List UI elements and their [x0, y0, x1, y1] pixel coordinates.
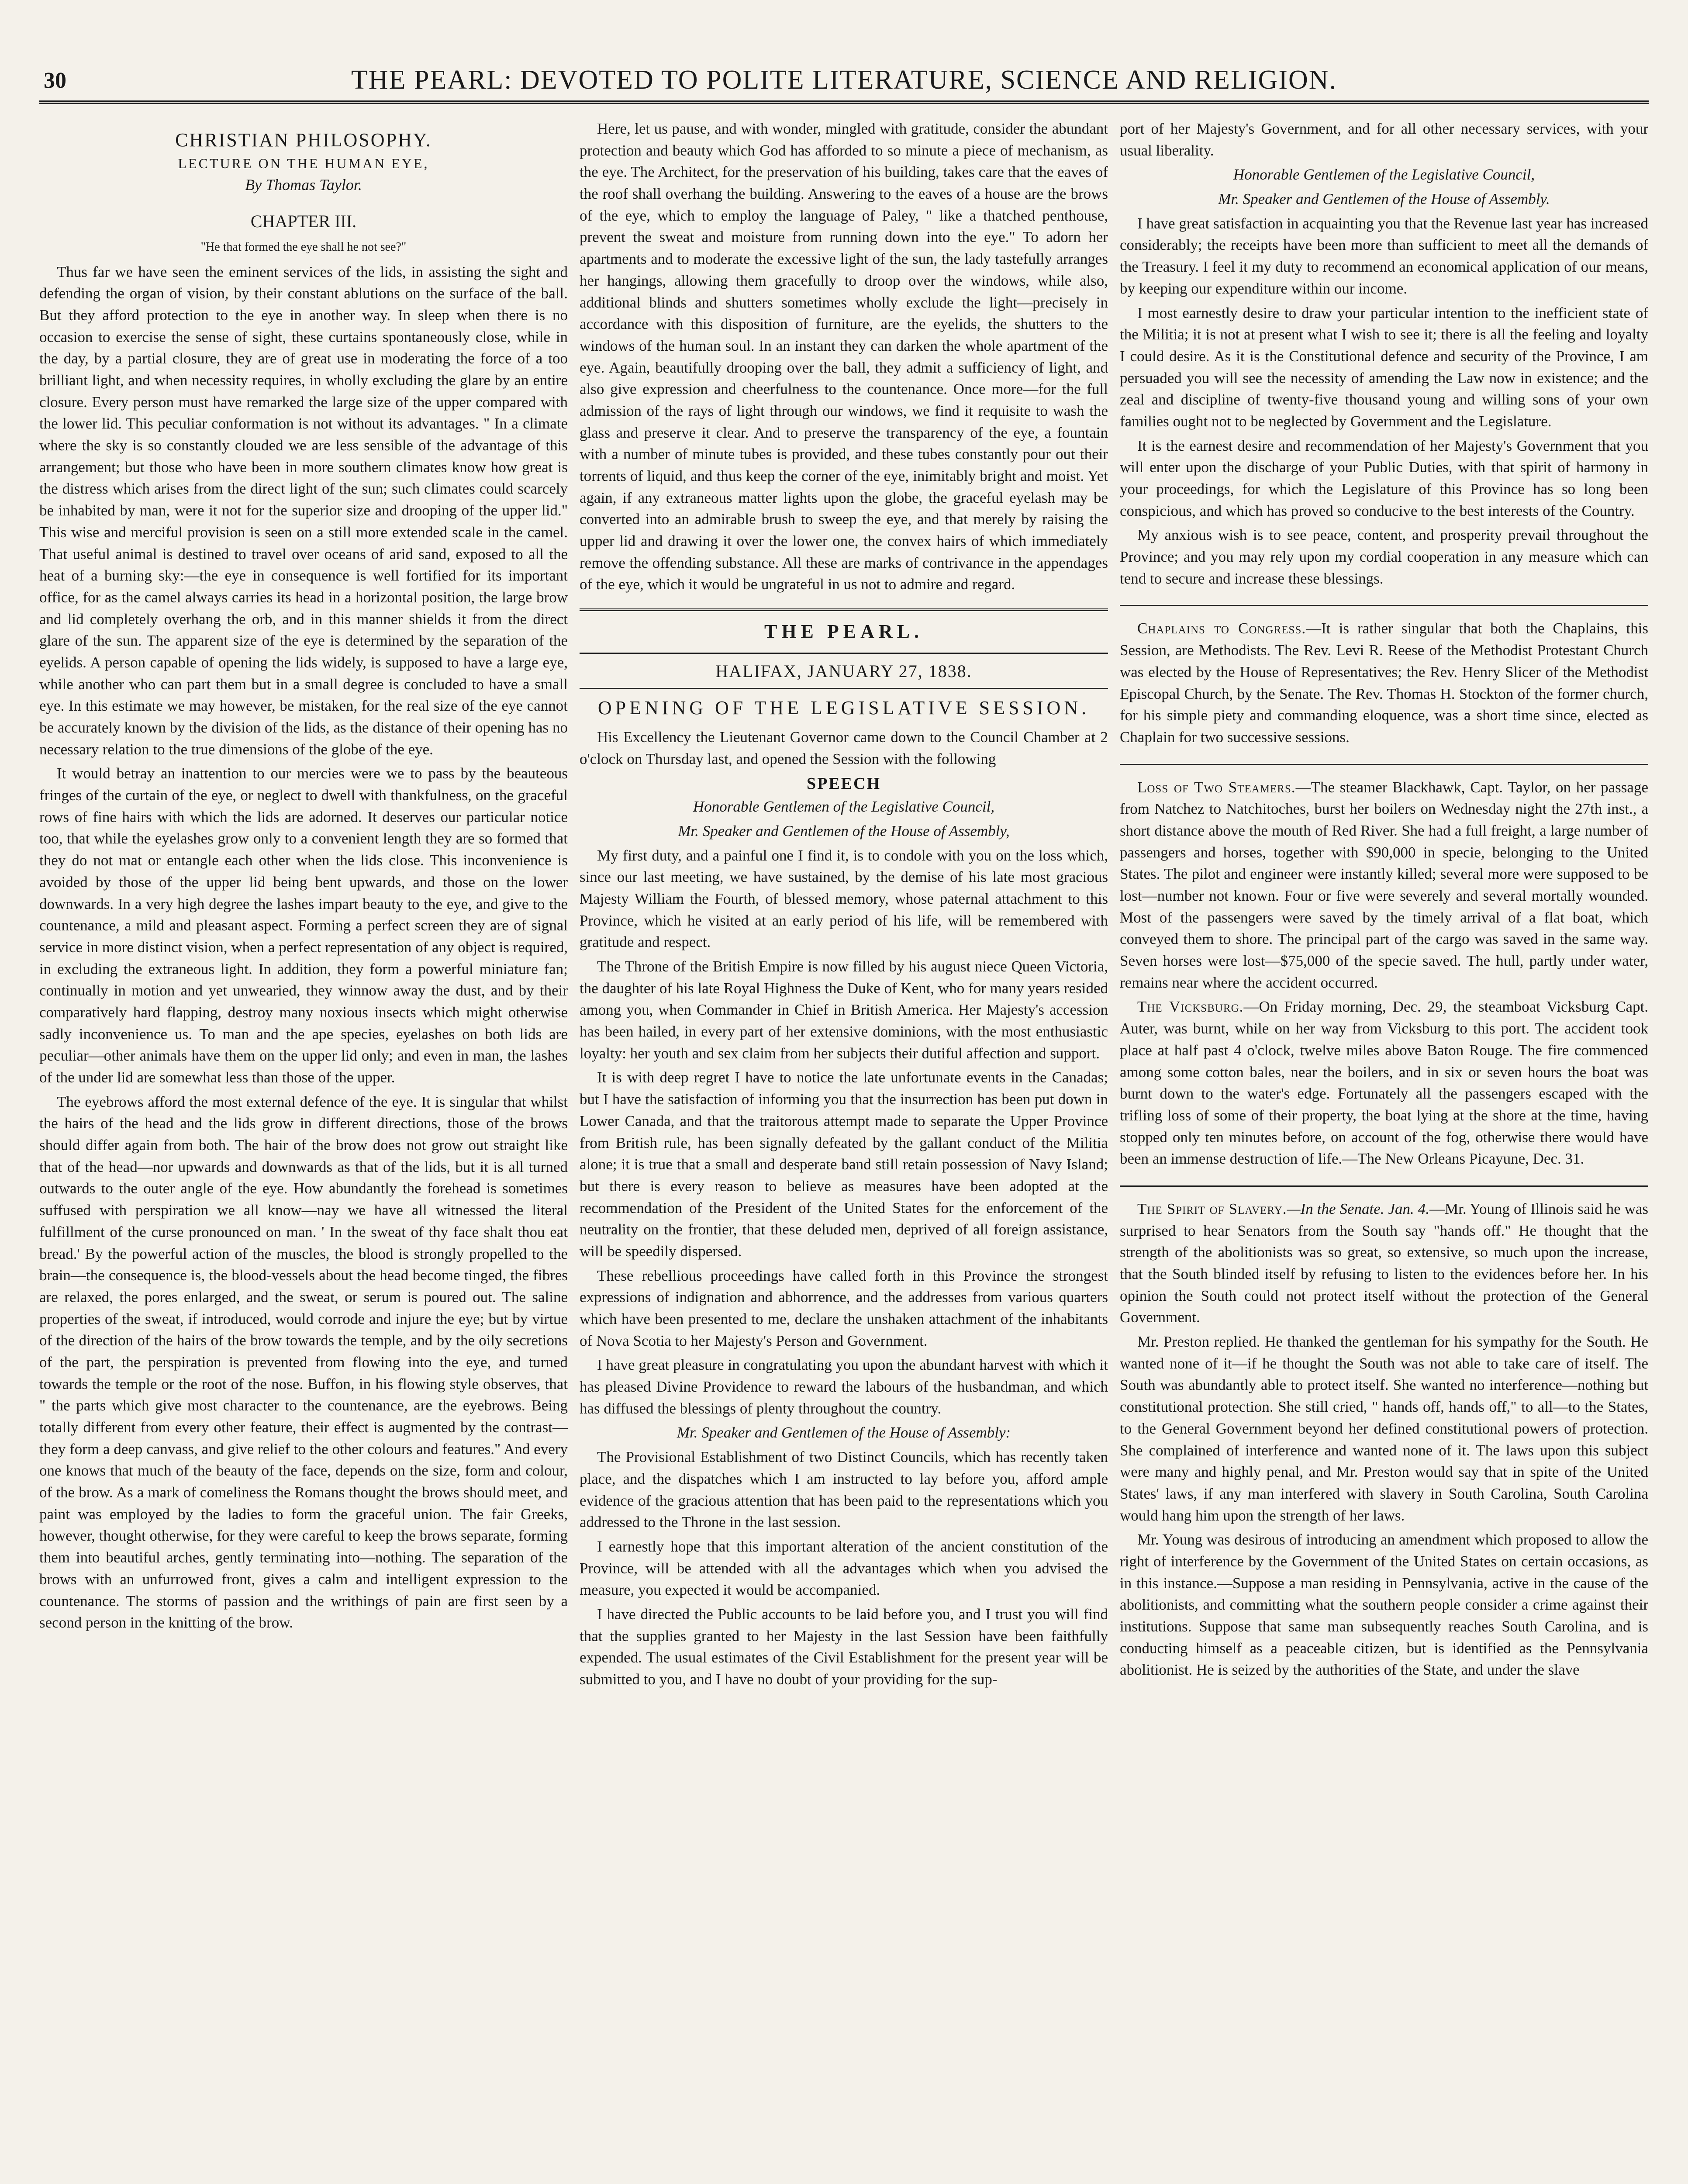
paragraph: It would betray an inattention to our mercies were we to pass by the beauteous fringes of the curtain of the eye, or neglect to dwell with thankfulness, on the graceful rows of fine hairs with which the lids are adorned. It deserves our particular notice too, that while the eyelashes grow only to a convenient length they are so formed that they do not mat or entangle each other when the lids close. This inconvenience is avoided by those of the upper lid being bent upwards, and those on the lower downwards. In a very high degree the lashes impart beauty to the eye, and give to the countenance, a mild and pleasant aspect. Forming a perfect screen they are of signal service in more distinct vision, when a perfect representation of any object is required, in excluding the extraneous light. In addition, they form a powerful miniature fan; continually in motion and yet unwearied, they winnow away the dust, and by their comparatively hard flapping, destroy many noxious insects which might otherwise sadly inconvenience us. To man and the ape species, eyelashes on both lids are peculiar—other animals have them on the upper lid only; and even in man, the lashes of the under lid are somewhat less than those of the upper. — [39, 765, 568, 1086]
item-divider — [1120, 764, 1648, 765]
paragraph: I have directed the Public accounts to be laid before you, and I trust you will find that the supplies granted to her Majesty in the last Session have been faithfully expended. The usual estimates of the Civil Establishment for the present year will be submitted to you, and I have no doubt of your providing for the sup- — [580, 1605, 1108, 1688]
article-author: By Thomas Taylor. — [245, 176, 362, 194]
item-heading: Loss of Two Steamers. — [1137, 778, 1296, 796]
paragraph: The Throne of the British Empire is now filled by his august niece Queen Victoria, the daughter of his late Royal Highness the Duke of Kent, who for many years resided among you, when Commander in Chief in British America. Her Majesty's accession has been hailed, in every part of her extensive dominions, with the most enthusiastic loyalty: her youth and sex claim from her subjects their dutiful affection and support. — [580, 958, 1108, 1062]
item-text: —On Friday morning, Dec. 29, the steamboat Vicksburg Capt. Auter, was burnt, while on her way from Vicksburg to this port. The accident took place at half past 4 o'clock, twelve miles above Baton Rouge. The fire commenced among some cotton bales, near the boilers, and in six or seven hours the boat was burnt down to the water's edge. Fortunately all the passengers escaped with the trifling loss of some of their property, the boat lying at the shore at the time, having stopped only ten minutes before, on account of the fog, otherwise there would have been an immense destruction of life.—The New Orleans Picayune, Dec. 31. — [1120, 998, 1648, 1168]
dateline: HALIFAX, JANUARY 27, 1838. — [580, 659, 1108, 690]
paragraph: port of her Majesty's Government, and for all other necessary services, with your usual liberality. — [1120, 120, 1648, 159]
item-heading: Chaplains to Congress. — [1137, 620, 1306, 637]
paragraph: His Excellency the Lieutenant Governor came down to the Council Chamber at 2 o'clock on Thursday last, and opened the Session with the following — [580, 728, 1108, 767]
news-item — [1120, 996, 1648, 1170]
news-item — [1120, 618, 1648, 748]
article-title: CHRISTIAN PHILOSOPHY. — [175, 129, 432, 151]
column-1 — [39, 118, 568, 2184]
running-head: THE PEARL: DEVOTED TO POLITE LITERATURE, SCIENCE AND RELIGION. — [351, 65, 1337, 95]
column-3 — [1120, 118, 1648, 2184]
item-heading: The Spirit of Slavery. — [1137, 1200, 1287, 1217]
paragraph: These rebellious proceedings have called forth in this Province the strongest expressions of indignation and abhorrence, and the addresses from various quarters which have been presented to me, declare the unshaken attachment of the inhabitants of Nova Scotia to her Majesty's Person and Government. — [580, 1267, 1108, 1349]
item-heading: The Vicksburg. — [1137, 998, 1244, 1016]
item-text: —It is rather singular that both the Chaplains, this Session, are Methodists. The Rev. Levi R. Reese of the Methodist Protestant Church was elected by the House of Representatives; the Rev. Henry Slicer of the Methodist Episcopal Church, by the Senate. The Rev. Thomas H. Stockton of the former church, for his simple piety and commanding eloquence, was a short time since, elected as Chaplain for two successive sessions. — [1120, 620, 1648, 746]
salutation: Mr. Speaker and Gentlemen of the House of Assembly: — [677, 1424, 1011, 1441]
paragraph: Here, let us pause, and with wonder, mingled with gratitude, consider the abundant protection and beauty which God has afforded to so minute a piece of mechanism, as the eye. The Architect, for the preservation of his building, takes care that the eaves of the roof shall overhang the building. Answering to the eaves of a house are the brows of the eye, which to employ the language of Paley, " like a thatched penthouse, prevent the sweat and moisture from running down into the eye." To adorn her apartments and to moderate the excessive light of the sun, the lady tastefully arranges her hangings, allowing them gracefully to droop over the windows, while also, additional blinds and shutters sometimes wholly exclude the light—precisely in accordance with this disposition of furniture, are the eyelids, the shutters to the windows of the human soul. In an instant they can darken the whole apartment of the eye. Again, beautifully drooping over the ball, they admit a sufficiency of light, and also give expression and cheerfulness to the countenance. Once more—for the full admission of the rays of light through our windows, we find it requisite to wash the glass and preserve it clear. And to preserve the transparency of the eye, a fountain with a number of minute tubes is provided, and these tubes constantly pour out their torrents of liquid, and thus keep the corner of the eye, inimitably bright and moist. Yet again, if any extraneous matter lights upon the globe, the graceful eyelash may be converted into an admirable brush to sweep the eye, and that merely by raising the upper lid and drawing it over the lower one, the convex hairs of which immediately remove the offending substance. All these are marks of contrivance in the appendages of the eye, which it would be ungrateful in us not to admire and regard. — [580, 120, 1108, 593]
salutation: Mr. Speaker and Gentlemen of the House of Assembly. — [1218, 190, 1550, 208]
item-divider — [1120, 1185, 1648, 1187]
paragraph: It is with deep regret I have to notice the late unfortunate events in the Canadas; but I have the satisfaction of informing you that the insurrection has been put down in Lower Canada, and that the traitorous attempt made to separate the Upper Province from British rule, has been signally defeated by the gallant conduct of the Militia alone; it is true that a small and desperate band still retain possession of Navy Island; but there is every reason to believe as measures have been adopted at the recommendation of the President of the United States for the enforcement of the neutrality on the frontier, that these deluded men, deprived of all foreign assistance, will be speedily dispersed. — [580, 1069, 1108, 1260]
section-heading: OPENING OF THE LEGISLATIVE SESSION. — [597, 697, 1090, 719]
column-2 — [580, 118, 1108, 2184]
paragraph: Mr. Preston replied. He thanked the gentleman for his sympathy for the South. He wanted none of it—if he thought the South was not able to take care of itself. The South was abundantly able to protect itself. She wanted no interference—nothing but constitutional protection. She still cried, " hands off, hands off," to all—to the States, to the General Government beyond her defined constitutional powers of protection. She complained of interference and wanted none of it. The laws upon this subject were many and highly penal, and Mr. Preston would say that in spite of the United States' laws, if any man interfered with slavery in South Carolina, South Carolina would hang him upon the strength of her laws. — [1120, 1333, 1648, 1524]
paragraph: Thus far we have seen the eminent services of the lids, in assisting the sight and defending the organ of vision, by their constant ablutions on the surface of the ball. But they afford protection to the eye in another way. In sleep when there is no occasion to exercise the sense of sight, these curtains spontaneously close, while in the day, by a partial closure, they are of great use in moderating the force of a too brilliant light, and when necessity requires, in wholly excluding the glare by an entire closure. Every person must have remarked the large size of the upper compared with the lower lid. This peculiar conformation is not without its advantages. " In a climate where the sky is so constantly clouded we are less sensible of the advantage of this arrangement; but those who have been in more southern climates know how great is the distress which arises from the direct light of the sun; such climates could scarcely be inhabited by man, were it not for the superior size and drooping of the upper lid." This wise and merciful provision is seen on a still more extended scale in the camel. That useful animal is destined to travel over oceans of arid sand, exposed to all the heat of a burning sky:—the eye in consequence is well fortified for its important office, for as the camel always carries its head in a horizontal position, the large brow and lid completely overhang the orb, and in this manner shields it from the direct glare of the sun. The apparent size of the eye is determined by the separation of the eyelids. A person capable of opening the lids widely, is supposed to have a large eye, while another who can part them but in a small degree is concluded to have a small eye. In this estimate we may however, be mistaken, for the real size of the eye cannot be accurately known by the division of the lids, as the distance of their opening has no necessary relation to the true dimensions of the globe of the eye. — [39, 263, 568, 758]
paragraph: I most earnestly desire to draw your particular intention to the inefficient state of the Militia; it is not at present what I wish to see it; there is all the feeling and loyalty I could desire. As it is the Constitutional defence and security of the Province, I am persuaded you will see the necessity of amending the Law now in existence; and the zeal and discipline of twenty-five thousand young and willing sons of your own families ought not to be neglected by Government and the Legislature. — [1120, 304, 1648, 430]
salutation: Honorable Gentlemen of the Legislative Council, — [1233, 166, 1535, 183]
news-item — [1120, 1198, 1648, 1328]
chapter-heading: CHAPTER III. — [250, 211, 357, 232]
newspaper-page — [39, 52, 1649, 2184]
item-divider — [1120, 605, 1648, 606]
item-text: —Mr. Young of Illinois said he was surprised to hear Senators from the South say "hands off." He thought that the strength of the abolitionists was so great, so extensive, so much upon the increase, that the South blinded itself by refusing to listen to the evidences before her. In his opinion the South could not protect itself without the protection of the General Government. — [1120, 1200, 1648, 1326]
salutation: Mr. Speaker and Gentlemen of the House of Assembly, — [678, 822, 1010, 840]
paragraph: My first duty, and a painful one I find it, is to condole with you on the loss which, since our last meeting, we have sustained, by the demise of his late most gracious Majesty William the Fourth, of blessed memory, whose paternal attachment to this Province, which he visited at an early period of his life, will be remembered with gratitude and respect. — [580, 847, 1108, 951]
page-number: 30 — [44, 68, 66, 93]
paragraph: It is the earnest desire and recommendation of her Majesty's Government that you will enter upon the discharge of your Public Duties, with that spirit of harmony in your proceedings, for which the Legislature of this Province has so long been conspicious, and which has proved so conducive to the best interests of the Country. — [1120, 437, 1648, 519]
paragraph: The Provisional Establishment of two Distinct Councils, which has recently taken place, and the dispatches which I am instructed to lay before you, afford ample evidence of the gracious attention that has been paid to the representations which you addressed to the Throne in the last session. — [580, 1448, 1108, 1531]
paragraph: I have great pleasure in congratulating you upon the abundant harvest with which it has pleased Divine Providence to reward the labours of the husbandman, and which has diffused the blessings of plenty throughout the country. — [580, 1356, 1108, 1417]
columns — [39, 118, 1649, 2184]
article-subtitle: LECTURE ON THE HUMAN EYE, — [178, 156, 429, 172]
speech-heading: SPEECH — [806, 774, 881, 793]
epigraph: "He that formed the eye shall he not see?" — [200, 240, 407, 254]
news-item — [1120, 777, 1648, 994]
paragraph: I earnestly hope that this important alteration of the ancient constitution of the Province, will be attended with all the advantages which when you advised the measure, you expected it would be accompanied. — [580, 1538, 1108, 1599]
item-lead: —In the Senate. Jan. 4. — [1287, 1200, 1429, 1217]
paragraph: I have great satisfaction in acquainting you that the Revenue last year has increased considerably; the receipts have been more than sufficient to meet all the demands of the Treasury. I feel it my duty to recommend an economical application of our means, by keeping our expenditure within our income. — [1120, 214, 1648, 297]
paragraph: The eyebrows afford the most external defence of the eye. It is singular that whilst the hairs of the head and the lids grow in different directions, those of the brows should differ again from both. The hair of the brow does not grow out straight like that of the head—nor upwards and downwards as that of the lids, but it is all turned outwards to the outer angle of the eye. How abundantly the forehead is sometimes suffused with perspiration we all know—nay we have all witnessed the literal fulfillment of the curse pronounced on man. ' In the sweat of thy face shalt thou eat bread.' By the powerful action of the muscles, the blood is strongly propelled to the brain—the consequence is, the blood-vessels about the head become tinged, the fibres are relaxed, the pores enlarged, and the sweat, or serum is poured out. The saline properties of the sweat, if introduced, would corrode and injure the eye; but by virtue of the direction of the hairs of the brow towards the temple, and by the oily secretions of the part, the perspiration is prevented from flowing into the eye, and turned towards the temple or the root of the nose. Buffon, in his flowing style observes, that " the parts which give most character to the countenance, are the eyebrows. Being totally different from every other feature, their effect is augmented by the contrast—they form a deep canvass, and give relief to the other colours and features." And every one knows that much of the beauty of the face, depends on the size, form and colour, of the brow. As a mark of comeliness the Romans thought the brows should meet, and paint was employed by the ladies to form the graceful union. The fair Greeks, however, thought otherwise, for they were careful to keep the brows separate, forming them into beautiful arches, gently terminating into—nothing. The separation of the brows with an unfurrowed front, gives a calm and intelligent expression to the countenance. The storms of passion and the writhings of pain are first seen by a second person in the knitting of the brow. — [39, 1093, 568, 1631]
salutation: Honorable Gentlemen of the Legislative Council, — [693, 798, 995, 816]
masthead: THE PEARL. — [580, 608, 1108, 653]
page-header — [39, 52, 1649, 104]
paragraph: My anxious wish is to see peace, content, and prosperity prevail throughout the Province; and you may rely upon my cordial cooperation in any measure which can tend to secure and increase these blessings. — [1120, 526, 1648, 587]
paragraph: Mr. Young was desirous of introducing an amendment which proposed to allow the right of interference by the Government of the United States on certain occasions, as in this instance.—Suppose a man residing in Pennsylvania, active in the cause of the abolitionists, and committing what the southern people consider a crime against their institutions. Suppose that same man subsequently reaches South Carolina, and is conducting himself as a peaceable citizen, but is identified as the Pennsylvania abolitionist. He is seized by the authorities of the State, and under the slave — [1120, 1531, 1648, 1679]
item-text: —The steamer Blackhawk, Capt. Taylor, on her passage from Natchez to Natchitoches, burst her boilers on Wednesday night the 27th inst., a short distance above the mouth of Red River. She had a full freight, a large number of passengers and horses, together with $90,000 in specie, belonging to the United States. The pilot and engineer were instantly killed; several more were supposed to be lost—number not known. Four or five were severely and several mortally wounded. Most of the passengers were saved by the timely arrival of a flat boat, which conveyed them to shore. The principal part of the cargo was saved in the same way. Seven horses were lost—$75,000 of the specie saved. The hull, partly under water, remains near where the accident occurred. — [1120, 778, 1648, 991]
